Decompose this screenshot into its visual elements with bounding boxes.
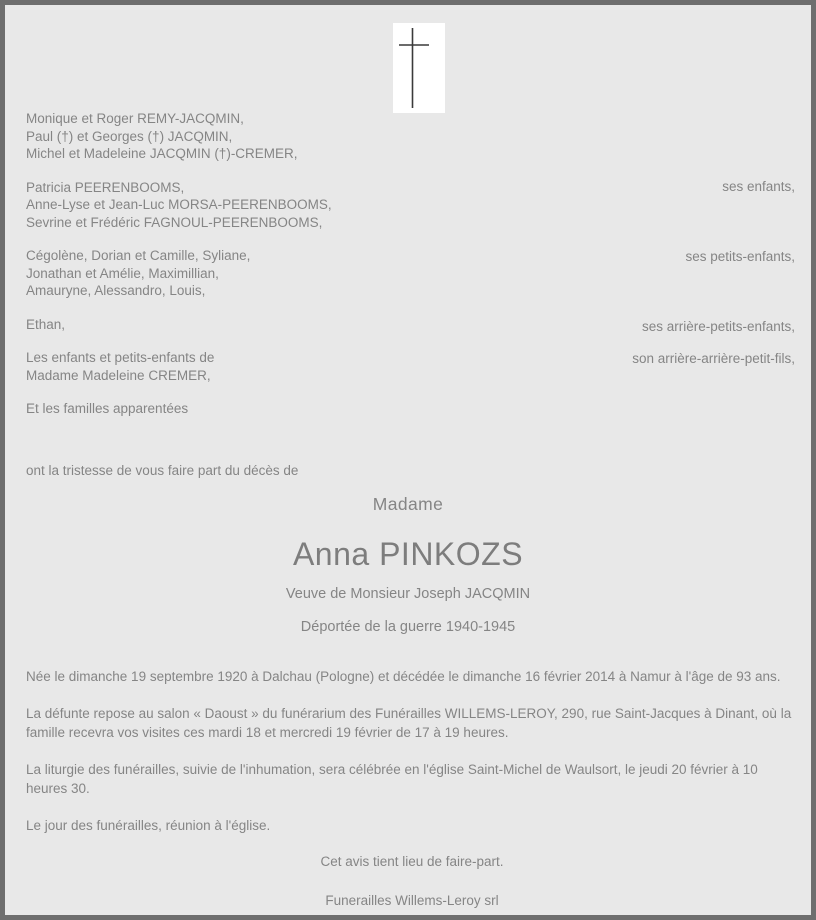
name-line: Cégolène, Dorian et Camille, Syliane, xyxy=(26,248,251,263)
relation-great-great-grandson: son arrière-arrière-petit-fils, xyxy=(632,351,795,366)
name-line: Jonathan et Amélie, Maximillian, xyxy=(26,265,219,281)
name-line: Paul (†) et Georges (†) JACQMIN, xyxy=(26,128,233,144)
cross-emblem-panel xyxy=(393,23,445,113)
name-line: Monique et Roger REMY-JACQMIN, xyxy=(26,111,244,126)
family-area xyxy=(5,110,811,480)
name-group-grandchildren xyxy=(26,179,466,232)
relation-grandchildren: ses petits-enfants, xyxy=(685,249,795,264)
name-line: Michel et Madeleine JACQMIN (†)-CREMER, xyxy=(26,146,298,161)
family-names-column xyxy=(26,110,466,434)
name-group-children xyxy=(26,110,466,163)
paragraph-birth-death: Née le dimanche 19 septembre 1920 à Dalchau (Pologne) et décédée le dimanche 16 février 2014 à Namur à l'âge de 93 ans. xyxy=(26,669,781,684)
funeral-home: Funerailles Willems-Leroy srl xyxy=(325,892,499,908)
honorific: Madame xyxy=(372,494,444,514)
cross-emblem xyxy=(388,18,450,118)
notice-line: Cet avis tient lieu de faire-part. xyxy=(320,854,504,869)
name-group-related-families xyxy=(26,400,466,418)
name-group-great-grandchildren xyxy=(26,247,466,300)
name-group-great-great-grandchild xyxy=(26,316,466,334)
name-line: Et les familles apparentées xyxy=(26,401,189,416)
christian-cross-icon xyxy=(393,23,445,113)
name-line: Sevrine et Frédéric FAGNOUL-PEERENBOOMS, xyxy=(26,214,323,230)
body-text xyxy=(26,667,798,910)
deceased-name: Anna PINKOZS xyxy=(292,536,524,572)
relation-great-grandchildren: ses arrière-petits-enfants, xyxy=(641,319,795,334)
relation-children: ses enfants, xyxy=(722,179,795,194)
paragraph-visitation: La défunte repose au salon « Daoust » du funérarium des Funérailles WILLEMS-LEROY, 290, rue Saint-Jacques à Dinant, où la famille recevra vos visites ces mardi 18 et mercredi 19 février de 17 à 19 heures. xyxy=(26,705,792,740)
paragraph-gathering: Le jour des funérailles, réunion à l'église. xyxy=(26,817,271,833)
name-line: Amauryne, Alessandro, Louis, xyxy=(26,283,206,298)
name-line: Anne-Lyse et Jean-Luc MORSA-PEERENBOOMS, xyxy=(26,197,332,212)
name-line: Patricia PEERENBOOMS, xyxy=(26,179,185,195)
name-line: Madame Madeleine CREMER, xyxy=(26,367,211,383)
name-line: Les enfants et petits-enfants de xyxy=(26,350,215,365)
widow-of-line: Veuve de Monsieur Joseph JACQMIN xyxy=(285,586,531,602)
deceased-block xyxy=(5,493,811,637)
announcement-statement: ont la tristesse de vous faire part du décès de xyxy=(26,463,299,478)
name-group-cremer-family xyxy=(26,349,466,384)
paragraph-liturgy: La liturgie des funérailles, suivie de l'inhumation, sera célébrée en l'église Saint-Michel de Waulsort, le jeudi 20 février à 10 heures 30. xyxy=(26,761,758,796)
name-line: Ethan, xyxy=(26,316,66,332)
deportation-note: Déportée de la guerre 1940-1945 xyxy=(300,619,516,635)
